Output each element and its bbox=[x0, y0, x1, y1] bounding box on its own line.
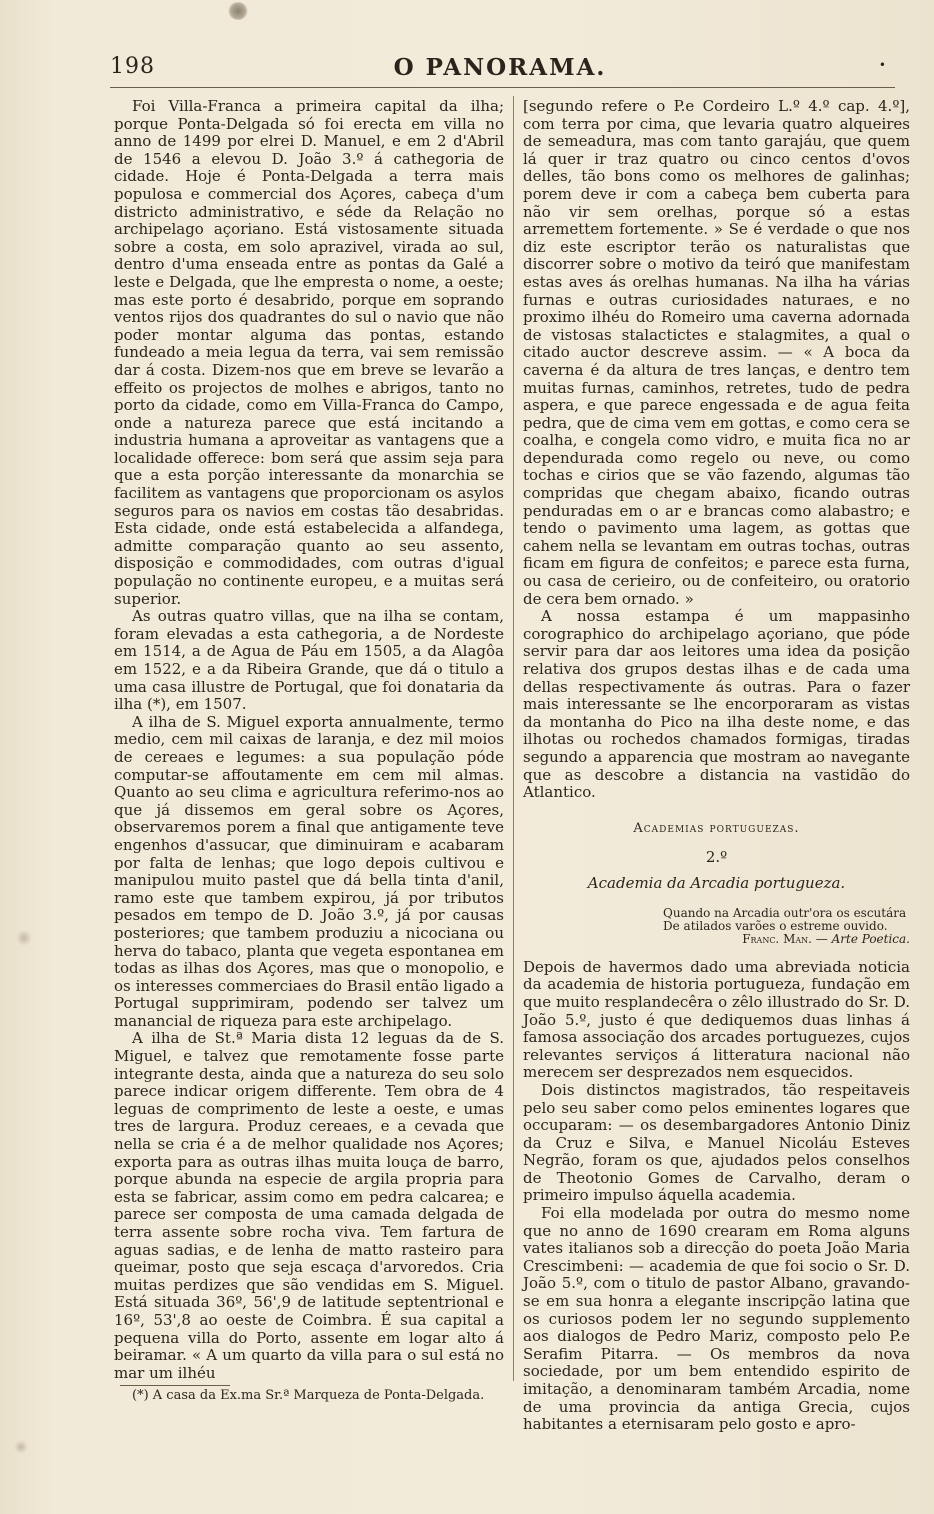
epigraph-line: Quando na Arcadia outr'ora os escutára bbox=[663, 905, 907, 920]
section-title: Academias portuguezas. bbox=[633, 820, 800, 836]
paragraph: [segundo refere o P.e Cordeiro L.º 4.º cap. 4.º], com terra por cima, que levaria quatro alqueires de semeadura, mas com tanto garajáu, que quem lá quer ir traz quatro ou cinco centos d'ovos delles, tão bons como os melhores de galinhas; porem deve ir com a cabeça bem cuberta para não vir sem orelhas, porque só a estas arremettem fortemente. » Se é verdade o que nos diz este escriptor terão os naturalistas que discorrer sobre o motivo da teiró que manifestam estas aves ás orelhas humanas. Na ilha ha várias furnas e outras curiosidades naturaes, e no proximo ilhéu do Romeiro uma caverna adornada de vistosas stalactictes e stalagmites, a qual o citado auctor descreve assim. — « A boca da caverna é da altura de tres lanças, e dentro tem muitas furnas, caminhos, retretes, tudo de pedra aspera, e que parece engessada e de agua feita pedra, que de cima vem em gottas, e como cera se coalha, e congela como vidro, e muita fica no ar dependurada como regelo ou neve, ou como tochas e cirios que se vão fazendo, algumas tão compridas que chegam abaixo, ficando outras penduradas em o ar e brancas como alabastro; e tendo o pavimento uma lagem, as gottas que cahem nella se levantam em outras tochas, outras ficam em figura de confeitos; e parece esta furna, ou casa de cerieiro, ou de confeiteiro, ou oratorio de cera bem ornado. » bbox=[523, 97, 910, 608]
epigraph-attribution bbox=[663, 933, 910, 946]
epigraph bbox=[663, 907, 910, 947]
epigraph-author: Franc. Man. — bbox=[742, 932, 828, 947]
header-mark: • bbox=[878, 58, 886, 72]
stain-mark bbox=[14, 1440, 28, 1454]
running-title: O PANORAMA. bbox=[393, 54, 607, 81]
right-column bbox=[523, 98, 910, 1434]
ink-blot-ornament bbox=[228, 2, 248, 20]
paragraph: As outras quatro villas, que na ilha se contam, foram elevadas a esta cathegoria, a de Nordeste em 1514, a de Agua de Páu em 1505, a da Alagôa em 1522, e a da Ribeira Grande, que dá o titulo a uma casa illustre de Portugal, que foi donataria da ilha (*), em 1507. bbox=[114, 607, 504, 714]
section-number: 2.º bbox=[705, 848, 728, 867]
paragraph: Foi ella modelada por outra do mesmo nome que no anno de 1690 crearam em Roma alguns vates italianos sob a direcção do poeta João Maria Crescimbeni: — academia de que foi socio o Sr. D. João 5.º, com o titulo de pastor Albano, gravando-se em sua honra a elegante inscripção latina que os curiosos podem ler no segundo supplemento aos dialogos de Pedro Mariz, composto pelo P.e Serafim Pitarra. — Os membros da nova sociedade, por um bem entendido espirito de imitação, a denominaram também Arcadia, nome de uma provincia da antiga Grecia, cujos habitantes a eternisaram pelo gosto e apro- bbox=[523, 1204, 910, 1434]
footnote: (*) A casa da Ex.ma Sr.ª Marqueza de Ponta-Delgada. bbox=[132, 1388, 485, 1404]
page-number: 198 bbox=[110, 54, 155, 79]
paragraph: Dois distinctos magistrados, tão respeitaveis pelo seu saber como pelos eminentes logares que occuparam: — os desembargadores Antonio Diniz da Cruz e Silva, e Manuel Nicoláu Esteves Negrão, foram os que, ajudados pelos conselhos de Theotonio Gomes de Carvalho, deram o primeiro impulso áquella academia. bbox=[523, 1080, 910, 1205]
section-subtitle: Academia da Arcadia portugueza. bbox=[587, 873, 846, 892]
paragraph: Depois de havermos dado uma abreviada noticia da academia de historia portugueza, fundação em que muito resplandecêra o zêlo illustrado do Sr. D. João 5.º, justo é que dediquemos duas linhas á famosa associação dos arcades portuguezes, cujos relevantes serviços á litteratura nacional não merecem ser desprezados nem esquecidos. bbox=[523, 957, 910, 1082]
footnote-rule bbox=[120, 1385, 230, 1386]
epigraph-line: De atilados varões o estreme ouvido. bbox=[663, 918, 888, 933]
epigraph-work: Arte Poetica. bbox=[831, 932, 910, 947]
paragraph: A ilha de S. Miguel exporta annualmente, termo medio, cem mil caixas de laranja, e dez mil moios de cereaes e legumes: a sua população póde computar-se affoutamente em cem mil almas. Quanto ao seu clima e agricultura referimo-nos ao que já dissemos em geral sobre os Açores, observaremos porem a final que antigamente teve engenhos d'assucar, que diminuiram e acabaram por falta de lenhas; que logo depois cultivou e manipulou muito pastel que dá bella tinta d'anil, ramo este que tambem expirou, já por tributos pesados em tempo de D. João 3.º, já por causas posteriores; que tambem produziu a nicociana ou herva do tabaco, planta que vegeta espontanea em todas as ilhas dos Açores, mas que o monopolio, e os interesses commerciaes do Brasil então ligado a Portugal supprimiram, podendo ser talvez um manancial de riqueza para este archipelago. bbox=[114, 712, 504, 1030]
page-header bbox=[110, 54, 890, 88]
paragraph: A ilha de St.ª Maria dista 12 leguas da de S. Miguel, e talvez que remotamente fosse parte integrante desta, ainda que a natureza do seu solo parece indicar origem differente. Tem obra de 4 leguas de comprimento de leste a oeste, e umas tres de largura. Produz cereaes, e a cevada que nella se cria é a de melhor qualidade nos Açores; exporta para as outras ilhas muita louça de barro, porque abunda na especie de argila propria para esta se fabricar, assim como em pedra calcarea; e parece ser composta de uma camada delgada de terra assente sobre rocha viva. Tem fartura de aguas sadias, e de lenha de matto rasteiro para queimar, posto que seja escaça d'arvoredos. Cria muitas perdizes que são vendidas em S. Miguel. Está situada 36º, 56',9 de latitude septentrional e 16º, 53',8 ao oeste de Coimbra. É sua capital a pequena villa do Porto, assente em logar alto á beiramar. « A um quarto da villa para o sul está no mar um ilhéu bbox=[114, 1029, 504, 1382]
header-rule bbox=[110, 87, 895, 88]
column-divider bbox=[513, 96, 514, 1381]
paragraph: A nossa estampa é um mappasinho corographico do archipelago açoriano, que póde servir para dar aos leitores uma idea da posição relativa dos grupos destas ilhas e de cada uma dellas respectivamente ás outras. Para o fazer mais interessante se lhe encorporaram as vistas da montanha do Pico na ilha deste nome, e das ilhotas ou rochedos chamados formigas, tiradas segundo a apparencia que mostram ao navegante que as descobre a distancia na vastidão do Atlantico. bbox=[523, 607, 910, 802]
paragraph: Foi Villa-Franca a primeira capital da ilha; porque Ponta-Delgada só foi erecta em villa no anno de 1499 por elrei D. Manuel, e em 2 d'Abril de 1546 a elevou D. João 3.º á cathegoria de cidade. Hoje é Ponta-Delgada a terra mais populosa e commercial dos Açores, cabeça d'um districto administrativo, e séde da Relação no archipelago açoriano. Está vistosamente situada sobre a costa, em solo aprazivel, virada ao sul, dentro d'uma enseada entre as pontas da Galé a leste e Delgada, que lhe empresta o nome, a oeste; mas este porto é desabrido, porque em soprando ventos rijos dos quadrantes do sul o navio que não poder montar alguma das pontas, estando fundeado a meia legua da terra, vai sem remissão dar á costa. Dizem-nos que em breve se levarão a effeito os projectos de molhes e abrigos, tanto no porto da cidade, como em Villa-Franca do Campo, onde a natureza parece que está incitando a industria humana a aproveitar as vantagens que a localidade offerece: bom será que assim seja para que a esta porção interessante da monarchia se facilitem as vantagens que proporcionam os asylos seguros para os navios em costas tão desabridas. Esta cidade, onde está estabelecida a alfandega, admitte comparação quanto ao seu assento, disposição e commodidades, com outras d'igual população no continente europeu, e a muitas será superior. bbox=[114, 97, 504, 608]
stain-mark bbox=[16, 930, 32, 946]
left-column bbox=[114, 98, 504, 1403]
